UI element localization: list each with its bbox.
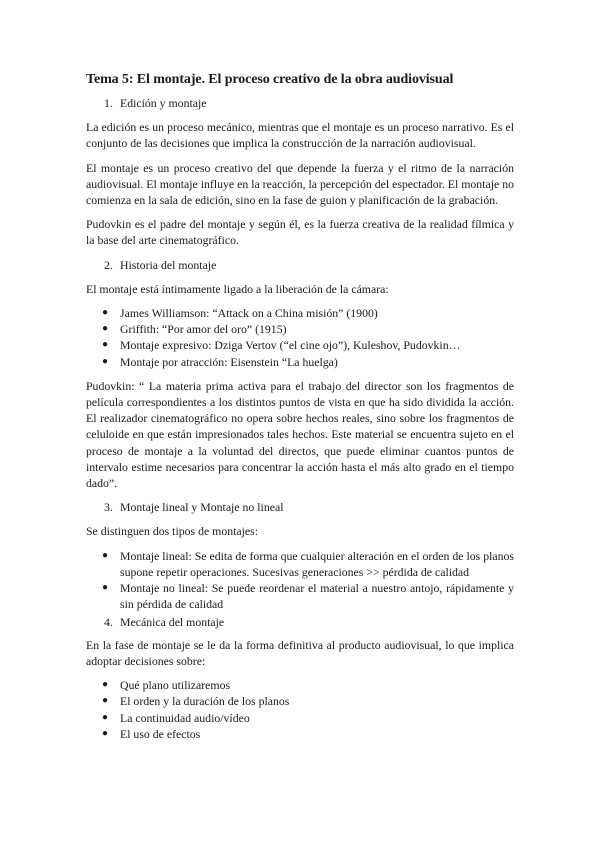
- section-number: 4.: [104, 615, 113, 630]
- paragraph: El montaje está íntimamente ligado a la liberación de la cámara:: [86, 281, 389, 296]
- paragraph: Pudovkin: “ La materia prima activa para el trabajo del director son los fragmentos de película correspondientes a los distintos puntos de vista en que ha sido dividida la acción. El realizador cinematográfico no opera sobre hechos reales, sino sobre los fragmentos de celuloide en que están impresionados tales hechos. Este material se encuentra sujeto en el proceso de montaje a la voluntad del directos, que puede eliminar cuantos puntos de intervalo estime necesarios para concentrar la acción hasta el más alto grado en el tiempo dado”.: [86, 378, 514, 491]
- bullet-icon: ●: [102, 549, 109, 561]
- list-item-text: James Williamson: “Attack on a China misión” (1900): [120, 306, 378, 321]
- history-list: [86, 305, 514, 370]
- list-item-text: Qué plano utilizaremos: [120, 678, 231, 693]
- list-item-text: El orden y la duración de los planos: [120, 694, 290, 709]
- paragraph: La edición es un proceso mecánico, mientras que el montaje es un proceso narrativo. Es el conjunto de las decisiones que implica la construcción de la narración audiovisual.: [86, 120, 514, 151]
- section-heading-4: [86, 614, 514, 630]
- list-item: [86, 726, 514, 742]
- list-item: [86, 548, 514, 580]
- paragraph: Se distinguen dos tipos de montajes:: [86, 524, 259, 539]
- bullet-icon: ●: [102, 355, 109, 367]
- list-item-text: Griffith: “Por amor del oro” (1915): [120, 322, 287, 337]
- bullet-icon: ●: [102, 727, 109, 739]
- bullet-icon: ●: [102, 711, 109, 723]
- bullet-icon: ●: [102, 679, 109, 691]
- paragraph: En la fase de montaje se le da la forma definitiva al producto audiovisual, lo que implica adoptar decisiones sobre:: [86, 637, 514, 668]
- bullet-icon: ●: [102, 323, 109, 335]
- bullet-icon: ●: [102, 307, 109, 319]
- section-heading-text: Historia del montaje: [120, 257, 217, 272]
- section-heading-1: [86, 95, 514, 111]
- bullet-icon: ●: [102, 339, 109, 351]
- list-item: [86, 580, 514, 612]
- document-body: [86, 71, 514, 750]
- document-title: Tema 5: El montaje. El proceso creativo de la obra audiovisual: [86, 72, 454, 87]
- list-item: [86, 337, 514, 353]
- paragraph: Pudovkin es el padre del montaje y según él, es la fuerza creativa de la realidad fílmica y la base del arte cinematográfico.: [86, 217, 514, 248]
- section-number: 1.: [104, 96, 113, 110]
- list-item-text: La continuidad audio/vídeo: [120, 710, 250, 725]
- bullet-icon: ●: [102, 582, 109, 594]
- list-item-text: Montaje no lineal: Se puede reordenar el material a nuestro antojo, rápidamente y sin pérdida de calidad: [120, 581, 514, 612]
- list-item: [86, 321, 514, 337]
- list-item: [86, 305, 514, 321]
- list-item: [86, 677, 514, 693]
- section-heading-text: Edición y montaje: [120, 96, 207, 110]
- section-heading-2: [86, 257, 514, 273]
- list-item: [86, 693, 514, 709]
- list-item: [86, 710, 514, 726]
- section-heading-3: [86, 499, 514, 515]
- section-heading-text: Montaje lineal y Montaje no lineal: [120, 500, 284, 515]
- types-list: [86, 548, 514, 613]
- list-item-text: Montaje lineal: Se edita de forma que cualquier alteración en el orden de los planos supone repetir operaciones. Sucesivas generaciones >> pérdida de calidad: [120, 548, 514, 579]
- bullet-icon: ●: [102, 695, 109, 707]
- section-number: 3.: [104, 500, 113, 515]
- list-item-text: El uso de efectos: [120, 726, 201, 741]
- list-item-text: Montaje expresivo: Dziga Vertov (“el cine ojo”), Kuleshov, Pudovkin…: [120, 338, 461, 353]
- section-number: 2.: [104, 257, 113, 272]
- section-heading-text: Mecánica del montaje: [120, 615, 225, 630]
- list-item-text: Montaje por atracción: Eisenstein “La huelga): [120, 354, 338, 369]
- decisions-list: [86, 677, 514, 742]
- list-item: [86, 354, 514, 370]
- paragraph: El montaje es un proceso creativo del que depende la fuerza y el ritmo de la narración audiovisual. El montaje influye en la reacción, la percepción del espectador. El montaje no comienza en la sala de edición, sino en la fase de guion y planificación de la grabación.: [86, 160, 514, 208]
